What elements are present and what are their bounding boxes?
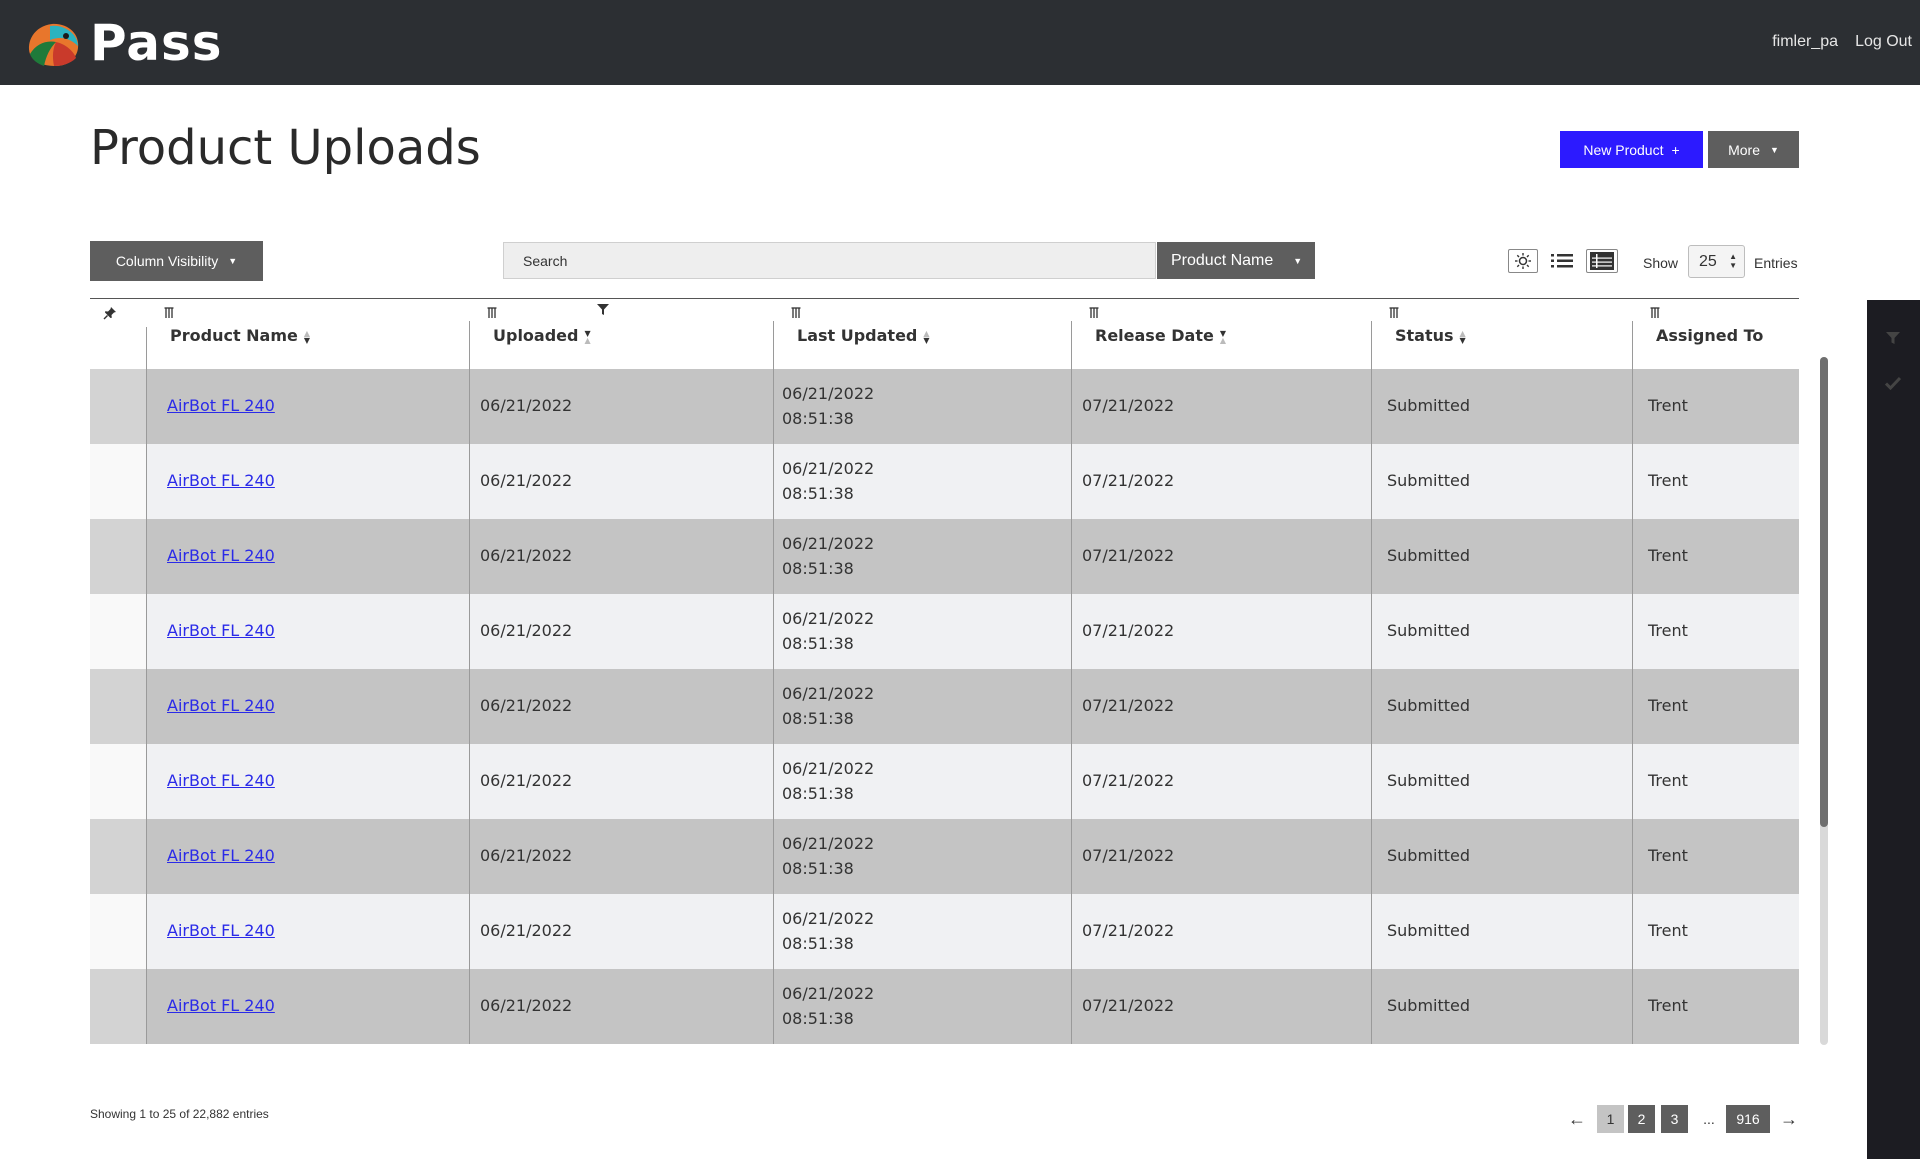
release-date-cell: 07/21/2022 bbox=[1082, 996, 1175, 1015]
status-cell: Submitted bbox=[1387, 921, 1471, 940]
status-cell: Submitted bbox=[1387, 471, 1471, 490]
sort-icon[interactable]: ▼ ▲ bbox=[1219, 328, 1226, 345]
column-header-label: Release Date ▼ ▲ bbox=[1095, 326, 1226, 345]
last-updated-time: 08:51:38 bbox=[782, 1009, 854, 1028]
filter-icon[interactable] bbox=[597, 304, 609, 316]
last-updated-cell bbox=[782, 381, 874, 431]
product-name-link[interactable]: AirBot FL 240 bbox=[167, 396, 275, 415]
top-bar bbox=[0, 0, 1920, 85]
product-uploads-table bbox=[90, 298, 1799, 1044]
pass-logo-icon bbox=[20, 18, 84, 70]
assigned-to-cell: Trent bbox=[1648, 996, 1688, 1015]
pin-cell[interactable] bbox=[90, 894, 146, 969]
uploaded-cell: 06/21/2022 bbox=[480, 546, 573, 565]
caret-down-icon: ▼ bbox=[1769, 144, 1779, 155]
last-updated-date: 06/21/2022 bbox=[782, 984, 875, 1003]
list-view-icon[interactable] bbox=[1547, 249, 1577, 273]
product-name-link[interactable]: AirBot FL 240 bbox=[167, 846, 275, 865]
last-updated-date: 06/21/2022 bbox=[782, 459, 875, 478]
caret-down-icon: ▼ bbox=[1293, 255, 1303, 266]
table-row[interactable] bbox=[90, 669, 1799, 744]
table-row[interactable] bbox=[90, 894, 1799, 969]
column-divider bbox=[146, 327, 147, 1044]
table-info: Showing 1 to 25 of 22,882 entries bbox=[90, 1107, 269, 1121]
last-updated-cell bbox=[782, 981, 874, 1031]
last-updated-date: 06/21/2022 bbox=[782, 759, 875, 778]
column-resize-handle-icon[interactable] bbox=[486, 305, 498, 319]
assigned-to-cell: Trent bbox=[1648, 771, 1688, 790]
table-row[interactable] bbox=[90, 744, 1799, 819]
uploaded-cell: 06/21/2022 bbox=[480, 771, 573, 790]
last-updated-date: 06/21/2022 bbox=[782, 609, 875, 628]
assigned-to-cell: Trent bbox=[1648, 696, 1688, 715]
assigned-to-cell: Trent bbox=[1648, 846, 1688, 865]
column-header-label: Assigned To bbox=[1656, 326, 1764, 345]
status-cell: Submitted bbox=[1387, 846, 1471, 865]
entries-per-page-select[interactable] bbox=[1688, 245, 1745, 278]
column-visibility-button[interactable] bbox=[90, 241, 263, 281]
show-label: Show bbox=[1643, 255, 1679, 271]
release-date-cell: 07/21/2022 bbox=[1082, 921, 1175, 940]
last-updated-date: 06/21/2022 bbox=[782, 834, 875, 853]
product-name-link[interactable]: AirBot FL 240 bbox=[167, 546, 275, 565]
product-name-link[interactable]: AirBot FL 240 bbox=[167, 621, 275, 640]
status-cell: Submitted bbox=[1387, 696, 1471, 715]
table-scrollbar-thumb[interactable] bbox=[1820, 357, 1828, 827]
last-updated-date: 06/21/2022 bbox=[782, 684, 875, 703]
page-button[interactable]: 3 bbox=[1661, 1105, 1688, 1133]
filter-icon[interactable] bbox=[1885, 330, 1901, 346]
product-name-link[interactable]: AirBot FL 240 bbox=[167, 771, 275, 790]
column-header-label: Status ▲ ▼ bbox=[1395, 326, 1466, 345]
release-date-cell: 07/21/2022 bbox=[1082, 771, 1175, 790]
entries-label: Entries bbox=[1754, 255, 1798, 271]
last-updated-time: 08:51:38 bbox=[782, 559, 854, 578]
last-updated-cell bbox=[782, 606, 874, 656]
status-cell: Submitted bbox=[1387, 996, 1471, 1015]
column-resize-handle-icon[interactable] bbox=[1649, 305, 1661, 319]
pin-cell[interactable] bbox=[90, 519, 146, 594]
last-updated-cell bbox=[782, 756, 874, 806]
search-field-label: Product Name bbox=[1171, 251, 1274, 269]
column-header-label: Product Name ▲ ▼ bbox=[170, 326, 311, 345]
table-row[interactable] bbox=[90, 519, 1799, 594]
table-row[interactable] bbox=[90, 819, 1799, 894]
column-visibility-label: Column Visibility bbox=[115, 253, 219, 269]
caret-down-icon: ▼ bbox=[228, 256, 238, 266]
sort-icon[interactable]: ▲ ▼ bbox=[303, 328, 311, 345]
release-date-cell: 07/21/2022 bbox=[1082, 696, 1175, 715]
brand-name: Pass bbox=[90, 14, 223, 72]
status-cell: Submitted bbox=[1387, 546, 1471, 565]
release-date-cell: 07/21/2022 bbox=[1082, 471, 1175, 490]
plus-icon: + bbox=[1671, 141, 1680, 158]
pin-cell[interactable] bbox=[90, 819, 146, 894]
pin-cell[interactable] bbox=[90, 744, 146, 819]
table-row[interactable] bbox=[90, 969, 1799, 1044]
release-date-cell: 07/21/2022 bbox=[1082, 396, 1175, 415]
uploaded-cell: 06/21/2022 bbox=[480, 621, 573, 640]
assigned-to-cell: Trent bbox=[1648, 621, 1688, 640]
last-updated-time: 08:51:38 bbox=[782, 409, 854, 428]
sort-icon[interactable]: ▲ ▼ bbox=[923, 328, 930, 345]
column-resize-handle-icon[interactable] bbox=[1088, 305, 1100, 319]
last-updated-cell bbox=[782, 456, 874, 506]
last-updated-date: 06/21/2022 bbox=[782, 909, 875, 928]
uploaded-cell: 06/21/2022 bbox=[480, 846, 573, 865]
uploaded-cell: 06/21/2022 bbox=[480, 396, 573, 415]
last-updated-date: 06/21/2022 bbox=[782, 534, 875, 553]
table-row[interactable] bbox=[90, 369, 1799, 444]
column-divider bbox=[1371, 321, 1372, 1044]
column-resize-handle-icon[interactable] bbox=[1388, 305, 1400, 319]
theme-toggle-icon[interactable] bbox=[1508, 249, 1538, 273]
column-divider bbox=[1632, 321, 1633, 1044]
username: fimler_pa bbox=[1772, 33, 1838, 50]
pagination-ellipsis: ... bbox=[1703, 1111, 1715, 1127]
new-product-label: New Product bbox=[1583, 141, 1664, 158]
last-updated-cell bbox=[782, 906, 874, 956]
column-divider bbox=[773, 321, 774, 1044]
pin-icon[interactable] bbox=[103, 306, 117, 320]
column-resize-handle-icon[interactable] bbox=[790, 305, 802, 319]
page-button[interactable]: 2 bbox=[1628, 1105, 1655, 1133]
assigned-to-cell: Trent bbox=[1648, 546, 1688, 565]
product-name-link[interactable]: AirBot FL 240 bbox=[167, 921, 275, 940]
product-name-link[interactable]: AirBot FL 240 bbox=[167, 696, 275, 715]
sort-icon[interactable]: ▲ ▼ bbox=[1459, 328, 1466, 345]
next-page-button[interactable]: → bbox=[1780, 1108, 1798, 1129]
pin-cell[interactable] bbox=[90, 969, 146, 1044]
last-updated-cell bbox=[782, 531, 874, 581]
page-title: Product Uploads bbox=[90, 120, 481, 176]
assigned-to-cell: Trent bbox=[1648, 396, 1688, 415]
product-name-link[interactable]: AirBot FL 240 bbox=[167, 996, 275, 1015]
last-updated-time: 08:51:38 bbox=[782, 634, 854, 653]
column-header-label: Last Updated ▲ ▼ bbox=[797, 326, 930, 345]
last-updated-time: 08:51:38 bbox=[782, 484, 854, 503]
last-updated-time: 08:51:38 bbox=[782, 934, 854, 953]
table-view-icon[interactable] bbox=[1586, 249, 1618, 273]
release-date-cell: 07/21/2022 bbox=[1082, 846, 1175, 865]
status-cell: Submitted bbox=[1387, 771, 1471, 790]
status-cell: Submitted bbox=[1387, 396, 1471, 415]
more-label: More bbox=[1728, 141, 1760, 158]
sort-icon[interactable]: ▼ ▲ bbox=[584, 328, 591, 345]
spinner-arrows-icon: ▲ ▼ bbox=[1729, 252, 1737, 270]
uploaded-cell: 06/21/2022 bbox=[480, 996, 573, 1015]
status-cell: Submitted bbox=[1387, 621, 1471, 640]
product-name-link[interactable]: AirBot FL 240 bbox=[167, 471, 275, 490]
uploaded-cell: 06/21/2022 bbox=[480, 696, 573, 715]
assigned-to-cell: Trent bbox=[1648, 921, 1688, 940]
assigned-to-cell: Trent bbox=[1648, 471, 1688, 490]
pin-cell[interactable] bbox=[90, 369, 146, 444]
last-updated-date: 06/21/2022 bbox=[782, 384, 875, 403]
pin-cell[interactable] bbox=[90, 669, 146, 744]
pin-cell[interactable] bbox=[90, 444, 146, 519]
side-panel bbox=[1867, 300, 1920, 1159]
last-page-button[interactable]: 916 bbox=[1726, 1105, 1770, 1133]
release-date-cell: 07/21/2022 bbox=[1082, 546, 1175, 565]
entries-value: 25 bbox=[1699, 252, 1717, 270]
uploaded-cell: 06/21/2022 bbox=[480, 471, 573, 490]
more-button[interactable] bbox=[1708, 131, 1799, 168]
table-header bbox=[90, 299, 1799, 369]
last-updated-time: 08:51:38 bbox=[782, 784, 854, 803]
page-button[interactable]: 1 bbox=[1597, 1105, 1624, 1133]
table-row[interactable] bbox=[90, 444, 1799, 519]
new-product-button[interactable] bbox=[1560, 131, 1703, 168]
last-updated-cell bbox=[782, 681, 874, 731]
uploaded-cell: 06/21/2022 bbox=[480, 921, 573, 940]
search-input[interactable] bbox=[503, 242, 1156, 279]
release-date-cell: 07/21/2022 bbox=[1082, 621, 1175, 640]
last-updated-time: 08:51:38 bbox=[782, 709, 854, 728]
prev-page-button[interactable]: ← bbox=[1568, 1108, 1586, 1129]
last-updated-time: 08:51:38 bbox=[782, 859, 854, 878]
table-row[interactable] bbox=[90, 594, 1799, 669]
last-updated-cell bbox=[782, 831, 874, 881]
search-field-select[interactable] bbox=[1157, 242, 1315, 279]
logout-link[interactable]: Log Out bbox=[1855, 33, 1912, 50]
pin-cell[interactable] bbox=[90, 594, 146, 669]
column-divider bbox=[469, 321, 470, 1044]
check-icon[interactable] bbox=[1885, 376, 1901, 390]
column-divider bbox=[1071, 321, 1072, 1044]
column-header-label: Uploaded ▼ ▲ bbox=[493, 326, 591, 345]
column-resize-handle-icon[interactable] bbox=[163, 305, 175, 319]
